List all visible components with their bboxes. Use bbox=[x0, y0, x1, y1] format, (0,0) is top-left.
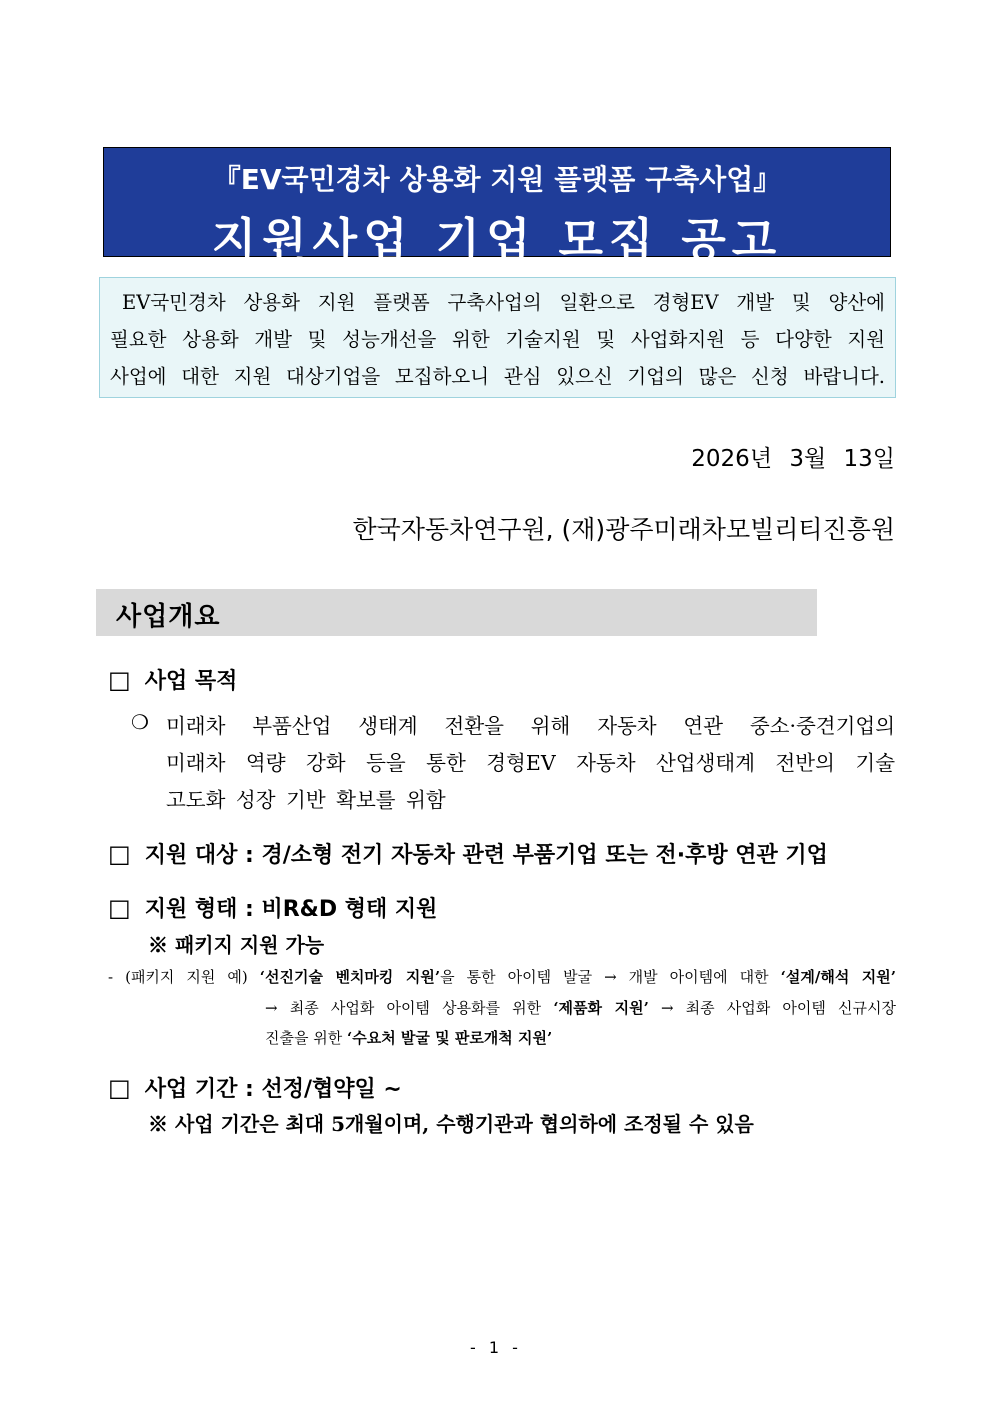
section-title: 사업개요 bbox=[116, 602, 221, 632]
title-announcement: 지원사업 기업 모집 공고 bbox=[211, 213, 783, 267]
intro-box bbox=[99, 277, 896, 398]
purpose-heading: □ 사업 목적 bbox=[108, 666, 238, 694]
item-design-analysis: ‘설계/해석 지원’ bbox=[780, 968, 896, 986]
purpose-line: 미래차 부품산업 생태계 전환을 위해 자동차 연관 중소·중견기업의 bbox=[166, 714, 895, 738]
period-heading: □ 사업 기간 : 선정/협약일 ~ bbox=[108, 1074, 402, 1102]
package-example-line3: 진출을 위한 ‘수요처 발굴 및 판로개척 지원’ bbox=[265, 1029, 553, 1047]
checkbox-square-icon: □ bbox=[108, 894, 131, 922]
item-market-development: ‘수요처 발굴 및 판로개척 지원’ bbox=[347, 1029, 553, 1047]
intro-line: 필요한 상용화 개발 및 성능개선을 위한 기술지원 및 사업화지원 등 다양한 지원 bbox=[110, 328, 885, 351]
announcement-date: 2026년 3월 13일 bbox=[691, 446, 895, 472]
target-heading: □ 지원 대상 : 경/소형 전기 자동차 관련 부품기업 또는 전·후방 연관 기업 bbox=[108, 840, 828, 868]
intro-text bbox=[110, 284, 885, 395]
organizations: 한국자동차연구원, (재)광주미래차모빌리티진흥원 bbox=[352, 515, 895, 544]
item-productization: ‘제품화 지원’ bbox=[553, 999, 649, 1017]
title-program-name: 『EV국민경차 상용화 지원 플랫폼 구축사업』 bbox=[212, 163, 782, 196]
item-benchmarking: ‘선진기술 벤치마킹 지원’ bbox=[259, 968, 441, 986]
checkbox-square-icon: □ bbox=[108, 840, 131, 868]
bullet-circle-icon: ❍ bbox=[131, 710, 149, 734]
purpose-line: 고도화 성장 기반 확보를 위함 bbox=[166, 788, 446, 812]
checkbox-square-icon: □ bbox=[108, 1074, 131, 1102]
page-number: - 1 - bbox=[470, 1338, 522, 1357]
purpose-line: 미래차 역량 강화 등을 통한 경형EV 자동차 산업생태계 전반의 기술 bbox=[166, 751, 895, 775]
period-note: ※ 사업 기간은 최대 5개월이며, 수행기관과 협의하에 조정될 수 있음 bbox=[148, 1112, 754, 1136]
package-example-line2: → 최종 사업화 아이템 상용화를 위한 ‘제품화 지원’ → 최종 사업화 아이템 신규시장 bbox=[265, 999, 896, 1017]
intro-line: EV국민경차 상용화 지원 플랫폼 구축사업의 일환으로 경형EV 개발 및 양산에 bbox=[122, 291, 885, 314]
form-heading: □ 지원 형태 : 비R&D 형태 지원 bbox=[108, 894, 438, 922]
package-note: ※ 패키지 지원 가능 bbox=[148, 933, 325, 957]
intro-line: 사업에 대한 지원 대상기업을 모집하오니 관심 있으신 기업의 많은 신청 바랍니다. bbox=[110, 365, 885, 388]
checkbox-square-icon: □ bbox=[108, 666, 131, 694]
title-banner bbox=[103, 147, 891, 267]
package-example-line1: - (패키지 지원 예) ‘선진기술 벤치마킹 지원’을 통한 아이템 발굴 → 개발 아이템에 대한 ‘설계/해석 지원’ bbox=[108, 968, 896, 986]
